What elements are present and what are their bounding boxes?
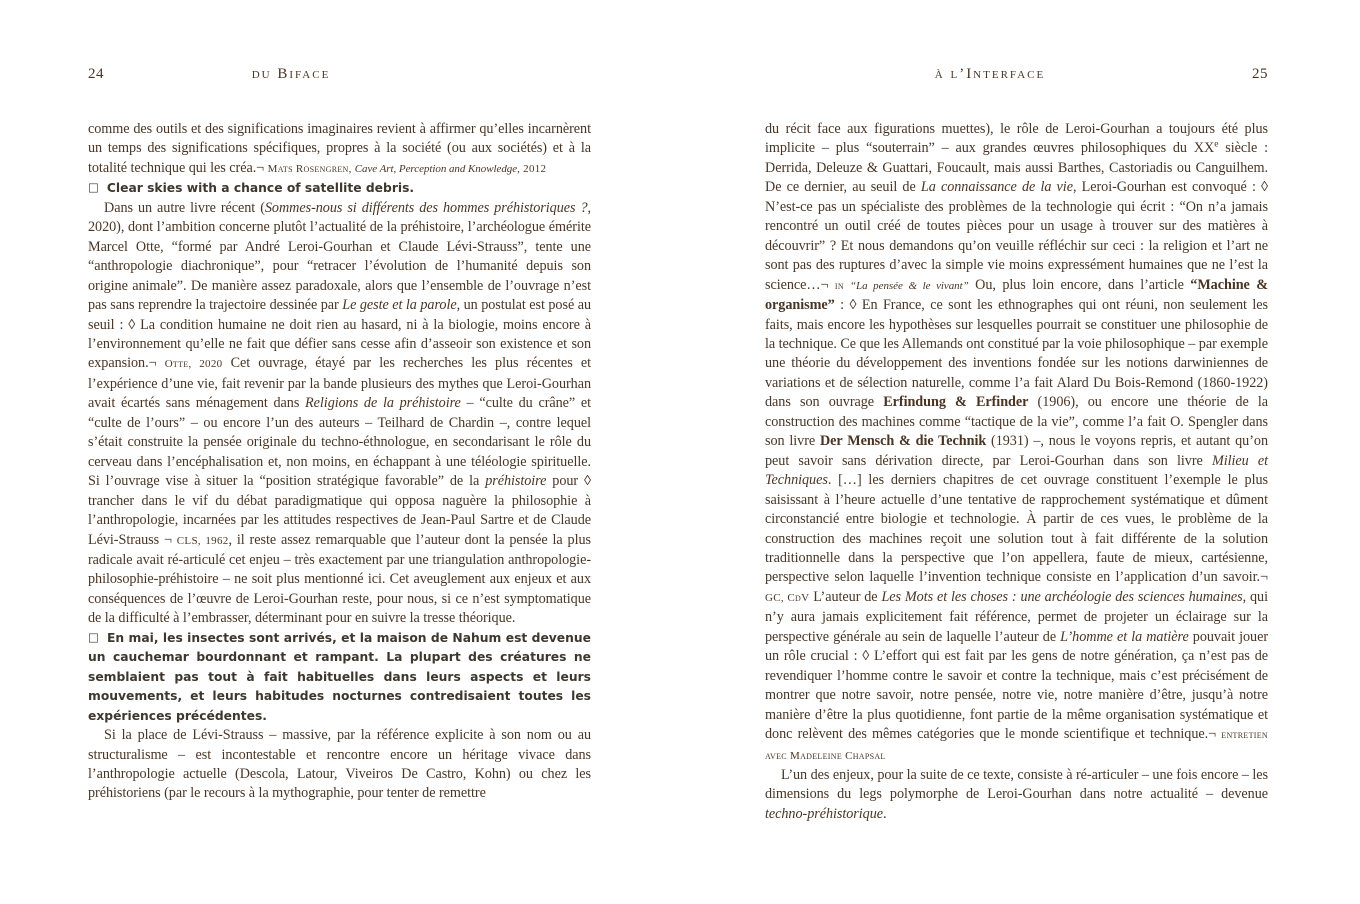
citation-run: Mats Rosengren, xyxy=(267,162,355,175)
running-head-left: du Biface xyxy=(251,66,331,82)
text-run: L’homme et la matière xyxy=(1060,628,1189,645)
page-right-text xyxy=(765,120,1268,824)
insert-paragraph xyxy=(88,629,591,726)
text-run: Ou, plus loin encore, dans l’article xyxy=(968,276,1191,293)
text-run: techno-préhistorique xyxy=(765,805,883,822)
citation-run: Otte, 2020 xyxy=(164,358,223,371)
text-run: “Machine & organisme” xyxy=(765,276,1268,314)
text-run: Der Mensch & die Technik xyxy=(819,433,987,450)
text-run: Le geste et la parole xyxy=(342,297,457,314)
text-run: , 2020), dont l’ambition concerne plutôt l’actualité de la préhistoire, l’archéologue émérite Marcel Otte, “formé par André Leroi-Gourhan et Claude Lévi-Strauss”, tente une “anthropologie diachronique”, pour “retracer l’évolution de l’humanité depuis son origine animale”. De manière assez paradoxale, alors que l’ensemble de l’ouvrage n’est pas sans reprendre la trajectoire dessinée par xyxy=(88,199,591,314)
body-paragraph xyxy=(88,120,591,179)
text-run: : ◊ En France, ce sont les ethnographes qui ont réuni, non seulement les faits, mais encore les hypothèses sur lesquelles pourrait se constituer une philosophie de la technique. Ce que les Allemands ont constitué par la voie philosophique – par exemple une théorie du développement des inventions fondée sur les notions darwiniennes de variations et de sélection naturelle, comme l’a fait Alard Du Bois-Remond (1860-1922) dans son ouvrage xyxy=(765,297,1268,411)
text-run: Erfindung & Erfinder xyxy=(883,394,1029,411)
citation-run: GC, CdV xyxy=(765,591,810,604)
citation-run: entretien avec Madeleine Chapsal xyxy=(765,729,1268,762)
page-number-left: 24 xyxy=(88,66,104,82)
text-run: . xyxy=(883,805,887,822)
text-run: du récit face aux figurations muettes), le rôle de Leroi-Gourhan a toujours été plus implicite – plus “souterrain” – aux grandes œuvres philosophiques du XX xyxy=(765,121,1268,157)
text-run: , un postulat est posé au seuil : ◊ La condition humaine ne doit rien au hasard, ni à la biologie, moins encore à l’environnement qu’elle ne fait que défier sans cesse afin d’asseoir son existence et son expansion.¬ xyxy=(88,297,591,372)
square-marker-icon: □ xyxy=(88,629,99,644)
text-run: – “culte du crâne” et “culte de l’ours” – ou encore l’un des auteurs – Teilhard de Chardin –, contre lequel s’était construite la pensée originale du techno-éthnologue, en secondarisant le rôle du cerveau dans l’encéphalisation et, non moins, en échappant à une téléologie spirituelle. Si l’ouvrage vise à situer la “position stratégique favorable” de la xyxy=(88,395,592,490)
citation-run: , 2012 xyxy=(517,162,547,175)
text-run: Clear skies with a chance of satellite debris. xyxy=(106,181,415,196)
insert-paragraph xyxy=(88,179,591,198)
text-run: L’un des enjeux, pour la suite de ce texte, consiste à ré-articuler – une fois encore – les dimensions du legs polymorphe de Leroi-Gourhan dans notre actualité – devenue xyxy=(765,766,1268,803)
text-run: préhistoire xyxy=(485,473,547,490)
text-run: , qui n’y aura jamais explicitement fait référence, permet de projeter un éclairage sur la perspective générale au sein de laquelle l’auteur de xyxy=(765,588,1268,645)
page-left-text xyxy=(88,120,591,804)
body-paragraph xyxy=(88,726,591,804)
text-run: Les Mots et les choses : une archéologie des sciences humaines xyxy=(881,588,1243,605)
text-run: L’auteur de xyxy=(809,588,882,605)
square-marker-icon: □ xyxy=(88,180,99,195)
citation-run: CLS, 1962 xyxy=(176,534,229,547)
text-run: Sommes-nous si différents des hommes préhistoriques ? xyxy=(264,199,588,216)
text-run: comme des outils et des significations imaginaires revient à affirmer qu’elles incarnèrent un temps des significations spécifiques, propres à la société (ou aux sociétés) et à la totalité technique qui les créa.¬ xyxy=(88,121,591,176)
text-run: Milieu et Techniques xyxy=(765,452,1268,489)
text-run: (1931) –, nous le voyons repris, et autant qu’on peut savoir sans dérivation directe, par Leroi-Gourhan dans son livre xyxy=(765,433,1268,469)
text-run: siècle : Derrida, Deleuze & Guattari, Foucault, mais aussi Barthes, Castoriadis ou Canguilhem. De ce dernier, au seuil de xyxy=(765,140,1268,196)
text-run: La connaissance de la vie xyxy=(920,179,1073,196)
text-run: Cet ouvrage, étayé par les recherches les plus récentes et l’expérience d’une vie, fait revenir par la bande plusieurs des mythes que Leroi-Gourhan avait écartés sans ménagement dans xyxy=(88,355,592,412)
running-head-right: à l’Interface xyxy=(934,66,1046,82)
text-run: , il reste assez remarquable que l’auteur dont la pensée la plus radicale avait ré-articulé cet enjeu – très exactement par une triangulation anthropologie-philosophie-préhistoire – ne soit plus mentionné ici. Cet aveuglement aux enjeux et aux conséquences de l’œuvre de Leroi-Gourhan reste, pour nous, si ce n’est symptomatique de la difficulté à l’embrasser, déterminant pour en suivre la tresse théorique. xyxy=(88,531,591,627)
text-run: pouvait jouer un rôle crucial : ◊ L’effort qui est fait par les gens de notre génération, ça n’est pas de revendiquer l’homme contre le savoir et contre la technique, mais c’est précisément de montrer que notre savoir, notre pensée, notre vie, notre manière d’être, jusqu’à notre manière d’être la plus quotidienne, font partie de la même organisation systématique et donc relèvent des mêmes catégories que le monde scientifique et technique.¬ xyxy=(765,628,1268,743)
citation-run: “La pensée & le vivant” xyxy=(849,279,969,292)
citation-run: in xyxy=(834,279,850,292)
page-number-right: 25 xyxy=(1252,66,1268,82)
text-run: pour ◊ trancher dans le vif du débat paradigmatique qui opposa naguère la philosophie à l’anthropologie, incarnées par les attitudes respectives de Jean-Paul Sartre et de Claude Lévi-Strauss ¬ xyxy=(88,473,592,548)
text-run: En mai, les insectes sont arrivés, et la maison de Nahum est devenue un cauchemar bourdonnant et rampant. La plupart des créatures ne semblaient pas tout à fait habituelles dans leurs aspects et leurs mouvements, et leurs habitudes nocturnes contredisaient toutes les expériences précédentes. xyxy=(88,630,591,723)
body-paragraph xyxy=(88,199,591,629)
text-run: Religions de la préhistoire xyxy=(305,395,461,412)
body-paragraph xyxy=(765,120,1268,766)
text-run: Dans un autre livre récent ( xyxy=(104,199,265,216)
text-run: (1906), ou encore une théorie de la construction des machines comme “tactique de la vie”, comme l’a fait O. Spengler dans son livre xyxy=(765,394,1269,450)
body-paragraph xyxy=(765,766,1268,824)
citation-run: Cave Art, Perception and Knowledge xyxy=(354,162,518,175)
text-run: . […] les derniers chapitres de cet ouvrage constituent l’exemple le plus saisissant à l’heure actuelle d’une tentative de rapprochement systématique et dûment circonstancié entre biologie et technologie. À partir de ces vues, le problème de la construction des machines reçoit une solution tout à fait différente de la solution traditionnelle dans la perspective que l’on appellera, faute de mieux, cartésienne, perspective selon laquelle l’invention technique consiste en l’application d’un savoir.¬ xyxy=(765,472,1268,586)
text-run: e xyxy=(1214,139,1219,150)
text-run: , Leroi-Gourhan est convoqué : ◊ N’est-ce pas un spécialiste des problèmes de la technologie qui écrit : “On n’a jamais rencontré un outil créé de toutes pièces pour un usage à trouver sur des matières à découvrir” ? Et nous demandons qu’on veuille réfléchir sur ceci : la religion et l’art ne sont pas des ruptures d’avec la simple vie moins expressément humaines que ne l’est la science…¬ xyxy=(765,179,1269,293)
text-run: Si la place de Lévi-Strauss – massive, par la référence explicite à son nom ou au structuralisme – est incontestable et rencontre encore un héritage vivace dans l’anthropologie actuelle (Descola, Latour, Viveiros De Castro, Kohn) ou chez les préhistoriens (par le recours à la mythographie, pour tenter de remettre xyxy=(88,727,591,802)
